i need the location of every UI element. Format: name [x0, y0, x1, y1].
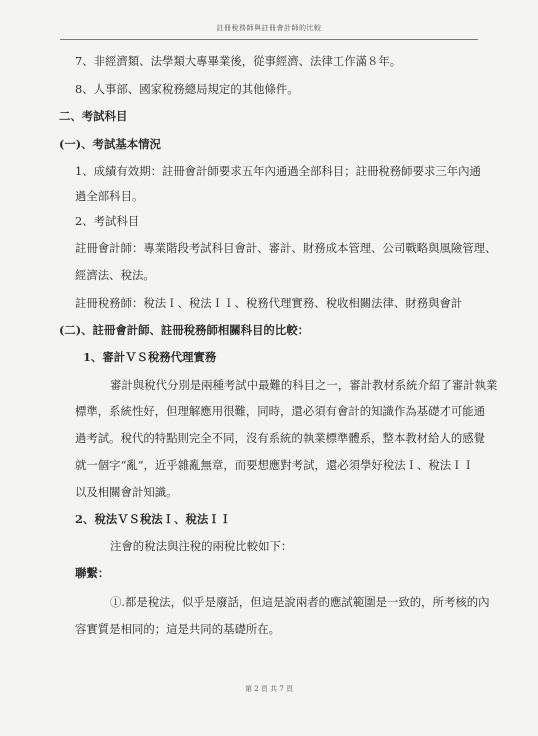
- subsection-heading-comparison: (二)、註冊會計師、註冊稅務師相關科目的比較：: [59, 323, 309, 337]
- paragraph-line: 標準，系統性好，但理解應用很難，同時，還必須有會計的知識作為基礎才可能通: [75, 404, 486, 418]
- item-heading-tax-law: 2、稅法ＶＳ稅法Ｉ、稅法ＩＩ: [75, 512, 232, 526]
- text-line-cpa-subjects: 註冊會計師：專業階段考試科目會計、審計、財務成本管理、公司戰略與風險管理、: [75, 241, 497, 255]
- paragraph-line: 容實質是相同的；這是共同的基礎所在。: [75, 622, 281, 636]
- paragraph-line: 審計與稅代分別是兩種考試中最難的科目之一，審計教材系統介紹了審計執業: [110, 378, 498, 392]
- text-line-cpa-subjects-cont: 經濟法、稅法。: [75, 268, 155, 282]
- text-line-validity-cont: 過全部科目。: [75, 189, 144, 203]
- paragraph-line: ①.都是稅法，似乎是廢話，但這是說兩者的應試範圍是一致的，所考核的內: [110, 595, 490, 609]
- text-line-validity: 1、成績有效期：註冊會計師要求五年內通過全部科目；註冊稅務師要求三年內通: [75, 164, 481, 178]
- page-number-footer: 第 2 頁 共 7 頁: [244, 685, 294, 693]
- text-line-item-7: 7、非經濟類、法學類大專畢業後，從事經濟、法律工作滿８年。: [75, 54, 402, 68]
- section-heading-exam-subjects: 二、考試科目: [59, 109, 128, 123]
- paragraph-line: 以及相關會計知識。: [75, 485, 178, 499]
- text-line-comparison-intro: 注會的稅法與注稅的兩稅比較如下：: [110, 539, 293, 553]
- paragraph-line: 就一個字“亂”，近乎雜亂無章，而要想應對考試，還必須學好稅法Ｉ、稅法ＩＩ: [75, 458, 474, 472]
- text-line-cta-subjects: 註冊稅務師：稅法Ｉ、稅法ＩＩ、稅務代理實務、稅收相關法律、財務與會計: [75, 296, 463, 310]
- text-line-item-8: 8、人事部、國家稅務總局規定的其他條件。: [75, 82, 299, 96]
- text-line-subjects-heading: 2、考試科目: [75, 214, 140, 228]
- label-connection: 聯繫：: [75, 566, 110, 580]
- header-rule: [60, 39, 478, 40]
- item-heading-audit-vs-practice: 1、審計ＶＳ稅務代理實務: [83, 350, 217, 364]
- running-header: 註冊稅務師與註冊會計師的比較: [216, 24, 322, 32]
- subsection-heading-basic-info: (一)、考試基本情況: [59, 137, 161, 151]
- paragraph-line: 過考試。稅代的特點則完全不同，沒有系統的執業標準體系，整本教材給人的感覺: [75, 431, 486, 445]
